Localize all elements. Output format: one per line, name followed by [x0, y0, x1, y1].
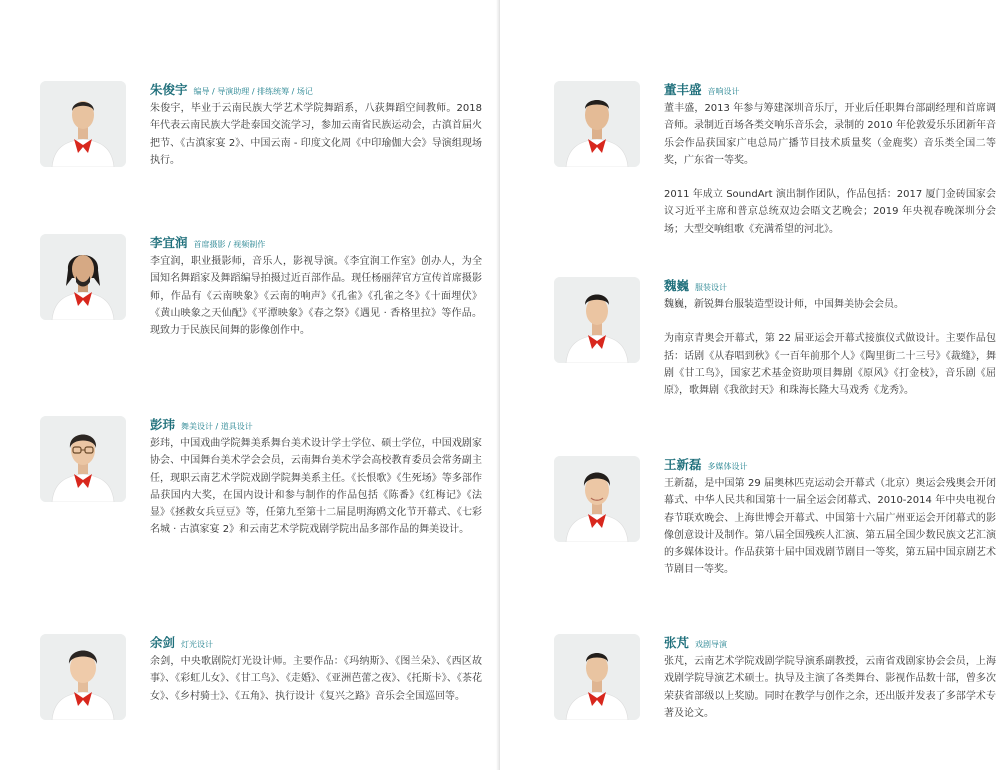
person-bio — [150, 253, 482, 339]
bio-paragraph: 朱俊宇，毕业于云南民族大学艺术学院舞蹈系，八荻舞蹈空间教师。2018 年代表云南民族大学赴泰国交流学习，参加云南省民族运动会，古滇首届火把节、《古滇家宴 2》、中国云南 - 印度文化周《中印瑜伽大会》导演组现场执行。 — [150, 103, 482, 166]
name-line — [150, 234, 482, 250]
name-line — [150, 416, 482, 432]
profile-text — [664, 81, 996, 238]
person-role: 舞美设计 / 道具设计 — [181, 422, 253, 431]
name-line — [664, 456, 996, 472]
portrait-photo — [40, 634, 126, 720]
person-name: 朱俊宇 — [150, 82, 188, 97]
bio-paragraph: 董丰盛，2013 年参与筹建深圳音乐厅，开业后任职舞台部副经理和首席调音师。录制近百场各类交响乐音乐会，录制的 2010 年伦敦爱乐乐团新年音乐会作品获国家广电总局广播节目技术质量奖（金鹿奖）音乐类全国二等奖，广东省一等奖。 — [664, 103, 996, 166]
person-bio — [664, 653, 996, 722]
person-role: 编导 / 导演助理 / 排练统筹 / 场记 — [193, 87, 313, 96]
person-name: 彭玮 — [150, 417, 176, 432]
person-bio — [664, 475, 996, 579]
person-bio — [150, 100, 482, 169]
person-name: 张芃 — [664, 635, 690, 650]
portrait-photo — [40, 416, 126, 502]
person-role: 服装设计 — [695, 283, 728, 292]
name-line — [664, 277, 996, 293]
profile-text — [150, 634, 482, 705]
profile-text — [150, 234, 482, 339]
person-name: 王新磊 — [664, 457, 702, 472]
portrait-photo — [554, 81, 640, 167]
portrait-photo — [554, 277, 640, 363]
person-role: 戏剧导演 — [695, 640, 728, 649]
bio-paragraph: 2011 年成立 SoundArt 演出制作团队，作品包括：2017 厦门金砖国家会议习近平主席和普京总统双边会晤文艺晚会；2019 年央视春晚深圳分会场；大型交响组歌《充满希望的河北》。 — [664, 189, 996, 235]
bio-paragraph: 为南京青奥会开幕式，第 22 届亚运会开幕式接旗仪式做设计。主要作品包括：话剧《从春唱到秋》《一百年前那个人》《陶里街二十三号》《裁缝》，舞剧《甘工鸟》，国家艺术基金资助项目舞剧《原风》《打金枝》，音乐剧《屈原》，歌舞剧《我欲封天》和珠海长隆大马戏秀《龙秀》。 — [664, 333, 996, 397]
bio-paragraph: 魏巍，新锐舞台服装造型设计师，中国舞美协会会员。 — [664, 299, 904, 310]
person-name: 余剑 — [150, 635, 176, 650]
portrait-photo — [40, 81, 126, 167]
bio-paragraph: 张芃，云南艺术学院戏剧学院导演系副教授，云南省戏剧家协会会员，上海戏剧学院导演艺术硕士。执导及主演了各类舞台、影视作品数十部，曾多次荣获省部级以上奖励。同时在教学与创作之余，还出版并发表了多部学术专著及论文。 — [664, 656, 996, 719]
person-name: 董丰盛 — [664, 82, 702, 97]
person-name: 魏巍 — [664, 278, 690, 293]
profile-text — [664, 277, 996, 399]
portrait-photo — [554, 456, 640, 542]
portrait-photo — [40, 234, 126, 320]
profile-text — [664, 456, 996, 579]
profile-text — [664, 634, 996, 722]
name-line — [664, 81, 996, 97]
right-page — [500, 0, 1000, 770]
person-role: 首席摄影 / 视频制作 — [193, 240, 266, 249]
bio-paragraph: 李宜润，职业摄影师，音乐人，影视导演。《李宜润工作室》创办人，为全国知名舞蹈家及舞蹈编导拍摄过近百部作品。现任杨丽萍官方宣传首席摄影师，作品有《云南映象》《云南的响声》《孔雀》《孔雀之冬》《十面埋伏》《黄山映象之天仙配》《平潭映象》《春之祭》《遇见 · 香格里拉》等作品。现致力于民族民间舞的影像创作中。 — [150, 256, 482, 337]
bio-paragraph: 王新磊，是中国第 29 届奥林匹克运动会开幕式（北京）奥运会残奥会开闭幕式、中华人民共和国第十一届全运会闭幕式、2010-2014 年中央电视台春节联欢晚会、上海世博会开幕式、中国第十六届广州亚运会开闭幕式的影像创意设计及制作。第八届全国残疾人汇演、第五届全国少数民族文艺汇演的多媒体设计。作品获第十届中国戏剧节剧目一等奖，第五届中国京剧艺术节剧目一等奖。 — [664, 478, 996, 576]
person-name: 李宜润 — [150, 235, 188, 250]
person-role: 多媒体设计 — [707, 462, 748, 471]
person-role: 音响设计 — [707, 87, 740, 96]
person-role: 灯光设计 — [181, 640, 214, 649]
bio-paragraph: 彭玮，中国戏曲学院舞美系舞台美术设计学士学位、硕士学位，中国戏剧家协会、中国舞台美术学会会员，云南舞台美术学会高校教育委员会常务副主任，现职云南艺术学院戏剧学院舞美系主任。《长恨歌》《生死场》等多部作品获国内大奖，在国内设计和参与制作的作品包括《陈番》《红梅记》《法显》《拯救女兵豆豆》等，任第九至第十二届昆明海鸥文化节开幕式、《七彩名城 · 古滇家宴 2》和云南艺术学院戏剧学院出品多部作品的舞美设计。 — [150, 438, 482, 536]
name-line — [664, 634, 996, 650]
profile-text — [150, 416, 482, 539]
name-line — [150, 81, 482, 97]
person-bio — [664, 296, 996, 399]
portrait-photo — [554, 634, 640, 720]
person-bio — [664, 100, 996, 238]
bio-paragraph: 余剑，中央歌剧院灯光设计师。主要作品：《玛纳斯》、《图兰朵》、《西区故事》、《彩虹儿女》、《甘工鸟》、《走婚》、《亚洲芭蕾之夜》、《托斯卡》、《茶花女》、《乡村骑士》、《五角》、执行设计《复兴之路》音乐会全国巡回等。 — [150, 656, 482, 702]
profile-text — [150, 81, 482, 169]
name-line — [150, 634, 482, 650]
person-bio — [150, 653, 482, 705]
person-bio — [150, 435, 482, 539]
